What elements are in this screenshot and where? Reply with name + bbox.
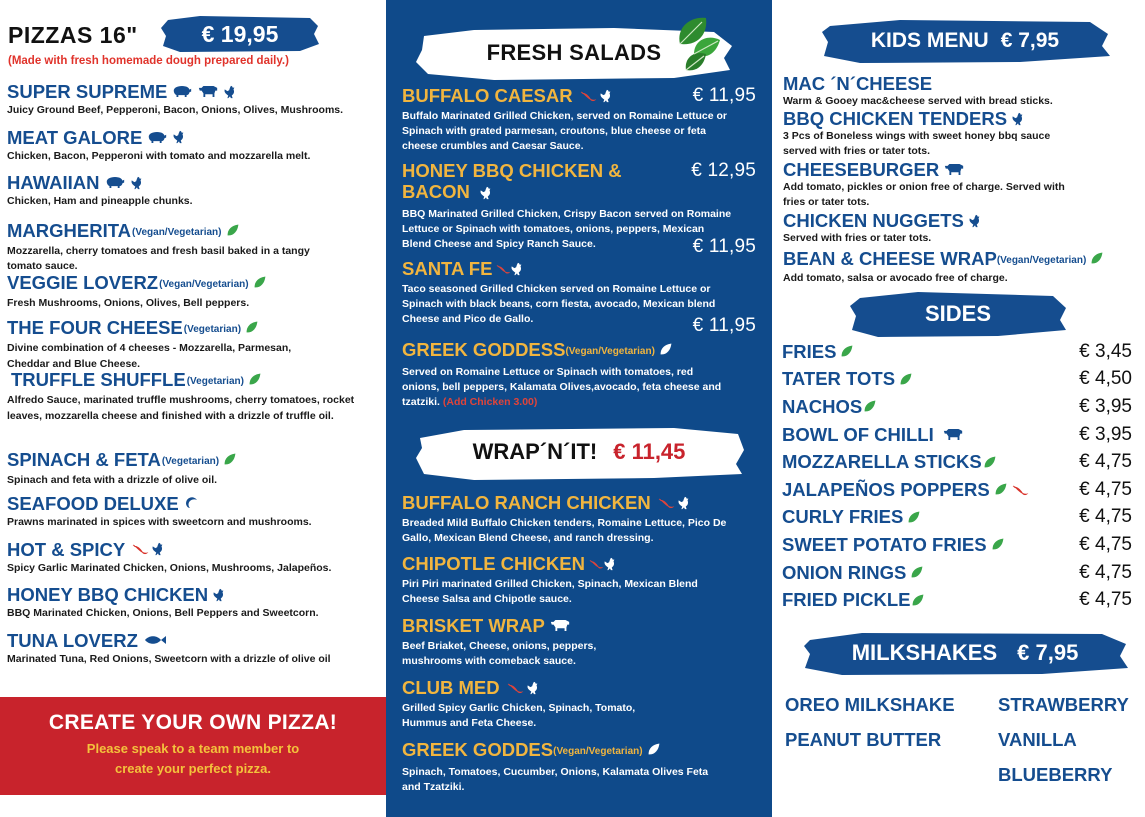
item-name: BUFFALO RANCH CHICKEN bbox=[402, 492, 651, 513]
item-name: FRIED PICKLE bbox=[782, 589, 911, 611]
milkshake-flavor: BLUEBERRY bbox=[998, 764, 1113, 785]
item-name: HAWAIIAN bbox=[7, 172, 100, 194]
kids-sides-shakes-column bbox=[772, 0, 1145, 817]
add-chicken-note: (Add Chicken 3.00) bbox=[442, 396, 538, 409]
item-description: Add tomato, pickles or onion free of charge. Served with fries or tater tots. bbox=[783, 181, 1065, 209]
milkshake-flavor: VANILLA bbox=[998, 729, 1077, 750]
chicken-icon bbox=[677, 496, 691, 510]
item-price: € 11,95 bbox=[692, 236, 756, 257]
item-tag: (Vegan/Vegetarian) bbox=[159, 278, 249, 290]
item-name: THE FOUR CHEESE bbox=[7, 317, 183, 339]
item-description: Taco seasoned Grilled Chicken served on Romaine Lettuce or Spinach with black beans, corn fiesta, avocado, Mexican blend Cheese and Pico de Gallo. bbox=[402, 283, 716, 326]
item-price: € 4,75 bbox=[1079, 478, 1132, 500]
item-description: Buffalo Marinated Grilled Chicken, served on Romaine Lettuce or Spinach with grated parmesan, croutons, blue cheese or feta cheese crumbles and Caesar Sauce. bbox=[402, 110, 727, 153]
kids-item bbox=[783, 159, 1138, 210]
leaf-icon bbox=[911, 594, 924, 607]
item-description: Alfredo Sauce, marinated truffle mushrooms, cherry tomatoes, rocket leaves, mozzarella cheese and finished with a drizzle of truffle oil. bbox=[7, 394, 355, 422]
item-price: € 4,75 bbox=[1079, 561, 1132, 583]
item-price: € 4,75 bbox=[1079, 589, 1132, 611]
pizza-section-title: PIZZAS 16" bbox=[8, 22, 138, 48]
item-name: HONEY BBQ CHICKEN & BACON bbox=[402, 160, 622, 202]
cow-icon bbox=[943, 163, 965, 176]
chili-icon bbox=[496, 263, 510, 275]
item-name: FRIES bbox=[782, 340, 837, 362]
menu-item bbox=[7, 629, 383, 675]
item-description: Marinated Tuna, Red Onions, Sweetcorn with a drizzle of olive oil bbox=[7, 652, 331, 665]
milkshake-flavor: STRAWBERRY bbox=[998, 694, 1129, 715]
side-item bbox=[782, 366, 1132, 394]
item-name: BRISKET WRAP bbox=[402, 615, 545, 636]
pizza-price: € 19,95 bbox=[201, 20, 279, 47]
chicken-icon bbox=[603, 557, 617, 571]
item-price: € 11,95 bbox=[692, 315, 756, 336]
shrimp-icon bbox=[183, 495, 199, 511]
chili-icon bbox=[589, 558, 603, 570]
salad-leaf-icon bbox=[672, 14, 722, 76]
item-price: € 4,50 bbox=[1079, 368, 1132, 390]
item-description: 3 Pcs of Boneless wings with sweet honey bbq sauce served with fries or tater tots. bbox=[783, 130, 1051, 158]
item-description: Chicken, Bacon, Pepperoni with tomato and mozzarella melt. bbox=[7, 149, 311, 162]
leaf-icon bbox=[907, 511, 920, 524]
menu-item bbox=[7, 126, 383, 172]
item-description: Served with fries or tater tots. bbox=[783, 232, 932, 244]
menu-item bbox=[7, 80, 383, 126]
leaf-icon bbox=[899, 373, 912, 386]
item-name: GREEK GODDESS bbox=[402, 339, 566, 360]
milkshakes-price: € 7,95 bbox=[1017, 640, 1079, 665]
leaf-icon bbox=[1090, 252, 1103, 265]
item-description: Prawns marinated in spices with sweetcorn and mushrooms. bbox=[7, 515, 312, 528]
side-item bbox=[782, 448, 1132, 476]
item-name: JALAPEÑOS POPPERS bbox=[782, 478, 990, 500]
chicken-icon bbox=[172, 130, 186, 144]
item-name: SANTA FE bbox=[402, 258, 493, 279]
item-description: BBQ Marinated Grilled Chicken, Crispy Bacon served on Romaine Lettuce or Spinach with tomatoes, onions, peppers, Mexican Blend Cheese and Spicy Ranch Sauce. bbox=[402, 208, 732, 251]
cow-icon bbox=[549, 619, 571, 632]
item-name: BBQ CHICKEN TENDERS bbox=[783, 108, 1008, 129]
item-price: € 4,75 bbox=[1079, 506, 1132, 528]
create-your-own-text: Please speak to a team member to create your perfect pizza. bbox=[86, 741, 300, 776]
item-name: SWEET POTATO FRIES bbox=[782, 533, 987, 555]
pig-icon bbox=[171, 85, 193, 98]
cow-icon bbox=[942, 428, 964, 441]
leaf-icon bbox=[863, 400, 876, 413]
leaf-icon bbox=[994, 483, 1007, 496]
create-your-own-pizza-box bbox=[0, 697, 386, 795]
menu-item bbox=[7, 269, 383, 315]
item-description: Spinach and feta with a drizzle of olive oil. bbox=[7, 474, 218, 487]
item-name: SUPER SUPREME bbox=[7, 81, 168, 102]
salad-item bbox=[402, 85, 762, 155]
leaf-icon bbox=[991, 538, 1004, 551]
chicken-icon bbox=[510, 262, 524, 276]
chicken-icon bbox=[1011, 112, 1025, 126]
leaf-icon bbox=[647, 743, 660, 756]
item-description: Mozzarella, cherry tomatoes and fresh basil baked in a tangy tomato sauce. bbox=[7, 244, 310, 272]
item-tag: (Vegetarian) bbox=[183, 324, 242, 336]
item-price: € 4,75 bbox=[1079, 533, 1132, 555]
item-name: HONEY BBQ CHICKEN bbox=[7, 584, 209, 606]
item-description: Divine combination of 4 cheeses - Mozzarella, Parmesan, Cheddar and Blue Cheese. bbox=[7, 342, 292, 370]
milkshake-flavor: PEANUT BUTTER bbox=[785, 729, 942, 750]
chicken-icon bbox=[223, 85, 237, 99]
item-description: Spicy Garlic Marinated Chicken, Onions, Mushrooms, Jalapeños. bbox=[7, 561, 332, 574]
chicken-icon bbox=[968, 214, 982, 228]
item-description: Served on Romaine Lettuce or Spinach with tomatoes, red onions, bell peppers, Kalamata Olives,avocado, feta cheese and tzatziki. bbox=[402, 366, 722, 409]
salad-item bbox=[402, 315, 762, 411]
side-item bbox=[782, 559, 1132, 587]
item-description: Chicken, Ham and pineapple chunks. bbox=[7, 195, 193, 208]
kids-item bbox=[783, 210, 1138, 246]
item-description: BBQ Marinated Chicken, Onions, Bell Peppers and Sweetcorn. bbox=[7, 607, 319, 620]
item-price: € 11,95 bbox=[692, 85, 756, 106]
item-name: SPINACH & FETA bbox=[7, 449, 161, 471]
chili-icon bbox=[129, 543, 151, 555]
leaf-icon bbox=[253, 276, 266, 289]
item-name: TUNA LOVERZ bbox=[7, 629, 138, 651]
menu-item bbox=[7, 446, 383, 492]
wrap-item bbox=[402, 677, 762, 731]
wrap-item bbox=[402, 553, 762, 607]
item-price: € 12,95 bbox=[691, 160, 756, 181]
item-name: VEGGIE LOVERZ bbox=[7, 271, 159, 293]
item-name: GREEK GODDES bbox=[402, 739, 554, 760]
item-name: HOT & SPICY bbox=[7, 538, 126, 560]
leaf-icon bbox=[910, 566, 923, 579]
chili-icon bbox=[1008, 484, 1032, 496]
milkshakes-title: MILKSHAKES bbox=[851, 640, 998, 665]
kids-menu-price: € 7,95 bbox=[1000, 29, 1060, 52]
side-item bbox=[782, 476, 1132, 504]
wrap-item bbox=[402, 492, 762, 546]
item-name: TATER TOTS bbox=[782, 368, 896, 390]
item-description: Juicy Ground Beef, Pepperoni, Bacon, Onions, Olives, Mushrooms. bbox=[7, 104, 344, 116]
side-item bbox=[782, 504, 1132, 532]
pizza-column bbox=[0, 0, 386, 817]
chili-icon bbox=[655, 497, 677, 509]
item-description: Beef Briaket, Cheese, onions, peppers, mushrooms with comeback sauce. bbox=[402, 640, 597, 668]
cow-icon bbox=[197, 85, 219, 98]
chicken-icon bbox=[130, 176, 144, 190]
chili-icon bbox=[577, 90, 599, 102]
pig-icon bbox=[104, 176, 126, 189]
item-price: € 4,75 bbox=[1079, 451, 1132, 473]
pizza-note: (Made with fresh homemade dough prepared daily.) bbox=[8, 55, 289, 67]
item-description: Fresh Mushrooms, Onions, Olives, Bell peppers. bbox=[7, 296, 250, 309]
item-name: MOZZARELLA STICKS bbox=[782, 451, 982, 473]
wrap-item bbox=[402, 737, 762, 795]
item-name: MAC ´N´CHEESE bbox=[783, 73, 933, 94]
wraps-banner bbox=[414, 424, 744, 480]
item-name: BOWL OF CHILLI bbox=[782, 423, 934, 445]
side-item bbox=[782, 338, 1132, 366]
salads-wraps-column bbox=[386, 0, 772, 817]
item-name: MARGHERITA bbox=[7, 219, 132, 241]
item-name: BUFFALO CAESAR bbox=[402, 85, 573, 106]
side-item bbox=[782, 421, 1132, 449]
item-name: CHEESEBURGER bbox=[783, 159, 940, 180]
menu-item bbox=[7, 538, 383, 584]
sides-banner bbox=[848, 290, 1068, 338]
item-name: BEAN & CHEESE WRAP bbox=[783, 248, 997, 269]
item-tag: (Vegan/Vegetarian) bbox=[132, 226, 222, 238]
salads-title: FRESH SALADS bbox=[486, 40, 662, 65]
sides-title: SIDES bbox=[924, 301, 992, 326]
item-tag: (Vegetarian) bbox=[161, 456, 220, 468]
wraps-title: WRAP´N´IT! bbox=[472, 439, 598, 464]
item-name: CHICKEN NUGGETS bbox=[783, 210, 964, 231]
item-tag: (Vegan/Vegetarian) bbox=[565, 346, 655, 357]
kids-menu-title: KIDS MENU bbox=[870, 29, 989, 52]
leaf-icon bbox=[223, 453, 236, 466]
wraps-price: € 11,45 bbox=[613, 439, 686, 464]
side-item bbox=[782, 586, 1132, 614]
item-tag: (Vegan/Vegetarian) bbox=[553, 746, 643, 757]
item-name: TRUFFLE SHUFFLE bbox=[11, 369, 186, 391]
kids-item bbox=[783, 246, 1138, 286]
item-name: CHIPOTLE CHICKEN bbox=[402, 553, 585, 574]
leaf-icon bbox=[248, 373, 261, 386]
item-name: CURLY FRIES bbox=[782, 506, 904, 528]
wrap-item bbox=[402, 615, 762, 669]
item-description: Warm & Gooey mac&cheese served with bread sticks. bbox=[783, 95, 1053, 107]
menu-item bbox=[7, 492, 383, 538]
pizza-price-banner bbox=[160, 14, 320, 54]
item-description: Spinach, Tomatoes, Cucumber, Onions, Kalamata Olives Feta and Tzatziki. bbox=[402, 766, 709, 794]
leaf-icon bbox=[245, 321, 258, 334]
leaf-icon bbox=[226, 224, 239, 237]
item-tag: (Vegetarian) bbox=[186, 376, 244, 388]
chicken-icon bbox=[599, 89, 613, 103]
leaf-icon bbox=[659, 343, 672, 356]
pig-icon bbox=[146, 131, 168, 144]
sides-list bbox=[782, 338, 1132, 614]
item-name: MEAT GALORE bbox=[7, 126, 143, 148]
item-description: Piri Piri marinated Grilled Chicken, Spinach, Mexican Blend Cheese Salsa and Chipotle sauce. bbox=[402, 578, 698, 606]
create-your-own-title: CREATE YOUR OWN PIZZA! bbox=[48, 711, 338, 734]
item-name: SEAFOOD DELUXE bbox=[7, 492, 179, 514]
kids-item bbox=[783, 108, 1138, 159]
item-price: € 3,95 bbox=[1079, 395, 1132, 417]
chili-icon bbox=[504, 682, 526, 694]
menu-item bbox=[7, 366, 383, 446]
item-description: Grilled Spicy Garlic Chicken, Spinach, Tomato, Hummus and Feta Cheese. bbox=[402, 702, 636, 730]
item-name: ONION RINGS bbox=[782, 561, 907, 583]
item-tag: (Vegan/Vegetarian) bbox=[996, 255, 1087, 266]
leaf-icon bbox=[840, 345, 853, 358]
menu-item bbox=[7, 217, 383, 272]
chicken-icon bbox=[212, 588, 226, 602]
item-description: Add tomato, salsa or avocado free of charge. bbox=[783, 272, 1008, 284]
side-item bbox=[782, 531, 1132, 559]
chicken-icon bbox=[479, 186, 493, 200]
chicken-icon bbox=[526, 681, 540, 695]
item-name: CLUB MED bbox=[402, 677, 500, 698]
fish-icon bbox=[142, 634, 168, 646]
leaf-icon bbox=[983, 456, 996, 469]
pizza-list bbox=[7, 80, 383, 674]
menu-item bbox=[7, 314, 383, 370]
kids-item bbox=[783, 73, 1138, 109]
item-price: € 3,45 bbox=[1079, 340, 1132, 362]
kids-menu-banner bbox=[820, 18, 1110, 64]
milkshake-flavor: OREO MILKSHAKE bbox=[785, 694, 955, 715]
item-price: € 3,95 bbox=[1079, 423, 1132, 445]
item-description: Breaded Mild Buffalo Chicken tenders, Romaine Lettuce, Pico De Gallo, Mexican Blend Cheese, and ranch dressing. bbox=[402, 517, 727, 545]
chicken-icon bbox=[151, 542, 165, 556]
item-name: NACHOS bbox=[782, 395, 863, 417]
milkshakes-banner bbox=[802, 630, 1128, 676]
menu-item bbox=[7, 583, 383, 629]
side-item bbox=[782, 393, 1132, 421]
menu-item bbox=[7, 171, 383, 217]
